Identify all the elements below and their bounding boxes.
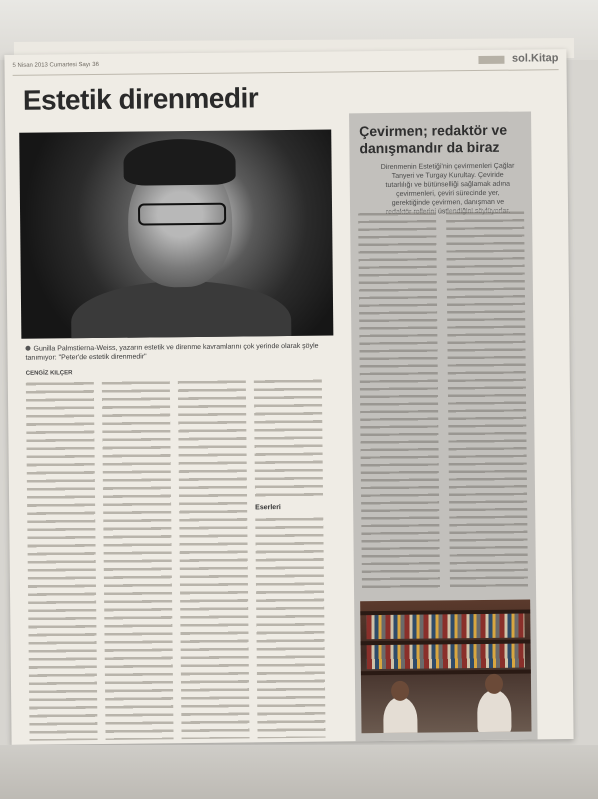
- background-bottom: [0, 745, 598, 799]
- column-4-top-text: [254, 378, 323, 499]
- sidebar-box: [349, 111, 538, 741]
- works-heading: Eserleri: [255, 504, 281, 512]
- books-row-2: [367, 644, 525, 670]
- photo-hair: [123, 139, 235, 186]
- page-header: [12, 52, 559, 76]
- column-3-text: [178, 378, 250, 739]
- books-row-1: [366, 614, 524, 640]
- column-4-bottom-text: [255, 516, 325, 739]
- article-column-3: [178, 378, 250, 739]
- article-column-2: [102, 379, 174, 740]
- photo-glasses: [138, 203, 226, 226]
- portrait-photo: [19, 130, 333, 339]
- issue-date: 5 Nisan 2013 Cumartesi Sayı 36: [12, 61, 99, 69]
- photo-caption: [25, 342, 335, 363]
- translator-left-body: [383, 697, 417, 734]
- author-byline: CENGİZ KILÇER: [25, 370, 73, 377]
- sidebar-column-1: [358, 210, 440, 591]
- section-marker: [478, 56, 504, 64]
- sidebar-title: Çevirmen; redaktör ve danışmandır da biraz: [359, 121, 508, 157]
- translator-right-body: [477, 690, 511, 734]
- section-name: sol.Kitap: [511, 52, 559, 65]
- photo-shoulders: [71, 280, 292, 339]
- article-column-1: [26, 380, 98, 741]
- caption-text: Gunilla Palmstierna-Weiss, yazarın estetik ve direnme kavramlarını çok yerinde olarak şöyle tanımıyor: "Peter'de estetik direnmedir": [25, 342, 319, 362]
- article-title: Estetik direnmedir: [22, 82, 259, 116]
- column-1-text: [26, 380, 98, 741]
- translator-left-head: [391, 681, 409, 701]
- shelf-3: [361, 669, 531, 675]
- sidebar-lead: Direnmenin Estetiği'nin çevirmenleri Çağlar Tanyeri ve Turgay Kurultay. Çeviride tutarlılığı ve bütünselliği sağlamak adına çevirmenleri, çeviri sürecinde yer, gerektiğinde çevirmen, danışman ve: [380, 162, 515, 207]
- sidebar-column-2: [446, 210, 528, 591]
- column-2-text: [102, 379, 174, 740]
- bullet-icon: [25, 346, 30, 351]
- article-column-4-top: [254, 378, 323, 499]
- translators-photo: [360, 599, 531, 733]
- article-column-4-bottom: [255, 516, 325, 739]
- translator-right-head: [485, 674, 503, 694]
- newspaper-page: [4, 49, 573, 745]
